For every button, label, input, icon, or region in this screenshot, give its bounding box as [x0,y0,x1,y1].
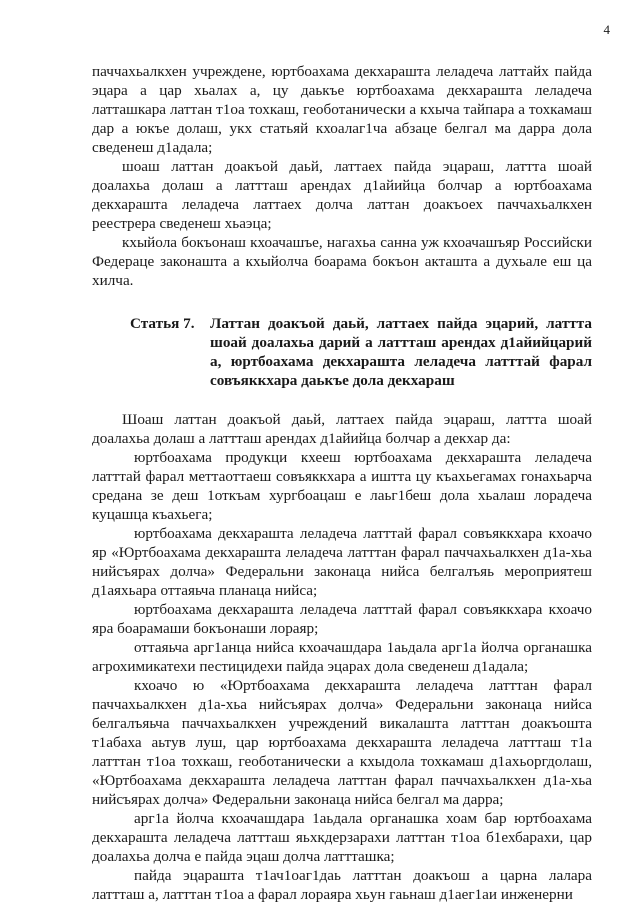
paragraph: Шоаш латтан доакъой даьй, латтаех пайда эцараш, латтта шоай доалахьа долаш а латтташ арендах д1айийца болчар а декхар да: [92,411,592,447]
paragraph: юртбоахама декхарашта леладеча латттай фарал совъяккхара кхоачо яр «Юртбоахама декхарашта леладеча латттан фарал паччахьалкхен д1а-хьа нийсъярах долча» Федеральни законаца нийса белгалъяь мероприятеш д1аяхьара оттаяьча планаца нийса; [92,525,592,599]
article-heading [92,314,592,390]
page-number: 4 [603,22,610,37]
paragraphs-after-article [92,410,592,904]
paragraph: пайда эцарашта т1ач1оаг1даь латттан доакъош а царна лалара латтташ а, латттан т1оа а фарал лораяра хьун гаьнаш д1аег1аи инженерни [92,867,592,903]
paragraph: кхыйола бокъонаш кхоачашъе, нагахьа санна уж кхоачашъяр Российски Федераце законашта а кхыйолча боарама бокъон акташта а духьале еш ца хилча. [92,234,592,289]
article-title: Латтан доакъой даьй, латтаех пайда эцарий, латтта шоай доалахьа дарий а латтташ арендах д1айийцарий а, юртбоахама декхарашта леладеча латттай фарал совъяккхара даькъе дола декхараш [210,315,592,389]
article-number: Статья 7. [130,315,195,332]
paragraph: арг1а йолча кхоачашдара 1аьдала органашка хоам бар юртбоахама декхарашта леладеча латтташ яьхкдерзарахи латттан т1оа б1ехбарахи, цар доалахьа долча е пайда эцаш долча латтташка; [92,810,592,865]
paragraph: оттаяьча арг1анца нийса кхоачашдара 1аьдала арг1а йолча органашка агрохимикатехи пестицидехи пайда эцарах дола сведенеш д1адала; [92,639,592,675]
paragraphs-before-article [92,62,592,290]
paragraph: юртбоахама продукци кхееш юртбоахама декхарашта леладеча латттай фарал меттаоттаеш совъяккхара а иштта цу къахьегамах гонахьарча средана зе деш 1откъам хургбоацаш е лаьг1беш дола хьалаш лорадеча куцашца къахьега; [92,449,592,523]
document-body [92,62,592,904]
paragraph: кхоачо ю «Юртбоахама декхарашта леладеча латттан фарал паччахьалкхен д1а-хьа нийсъярах долча» Федеральни законаца нийса белгалъяьча паччахьалкхен учреждений викалашта латттан доакъошта т1абаха аьтув луш, цар юртбоахама декхарашта леладеча латтташ т1а латттан т1оа тохкаш, геоботанически а кхыдола тохкамаш д1ахьоргдолаш, «Юртбоахама декхарашта леладеча латттан фарал паччахьалкхен д1а-хьа нийсъярах долча» Федеральни законаца нийса белгал ма дарра; [92,677,592,808]
paragraph: юртбоахама декхарашта леладеча латттай фарал совъяккхара кхоачо яра боарамаши бокъонаши лораяр; [92,601,592,637]
paragraph: паччахьалкхен учреждене, юртбоахама декхарашта леладеча латтайх пайда эцара а цар хьалах а, цу даькъе юртбоахама декхарашта леладеча латташкара латтан т1оа тохкаш, геоботанически а кхыча тайпара а тохкамаш дар а юкъе долаш, укх статьяй кхоалаг1ча абзаце белгал ма дарра дола сведенеш д1адала; [92,63,592,156]
paragraph: шоаш латтан доакъой даьй, латтаех пайда эцараш, латтта шоай доалахьа долаш а латтташ арендах д1айийца болчар а юртбоахама декхарашта леладеча латтаех долча латтан доакъоех паччахьалкхен реестрера сведенеш хьаэца; [92,158,592,232]
